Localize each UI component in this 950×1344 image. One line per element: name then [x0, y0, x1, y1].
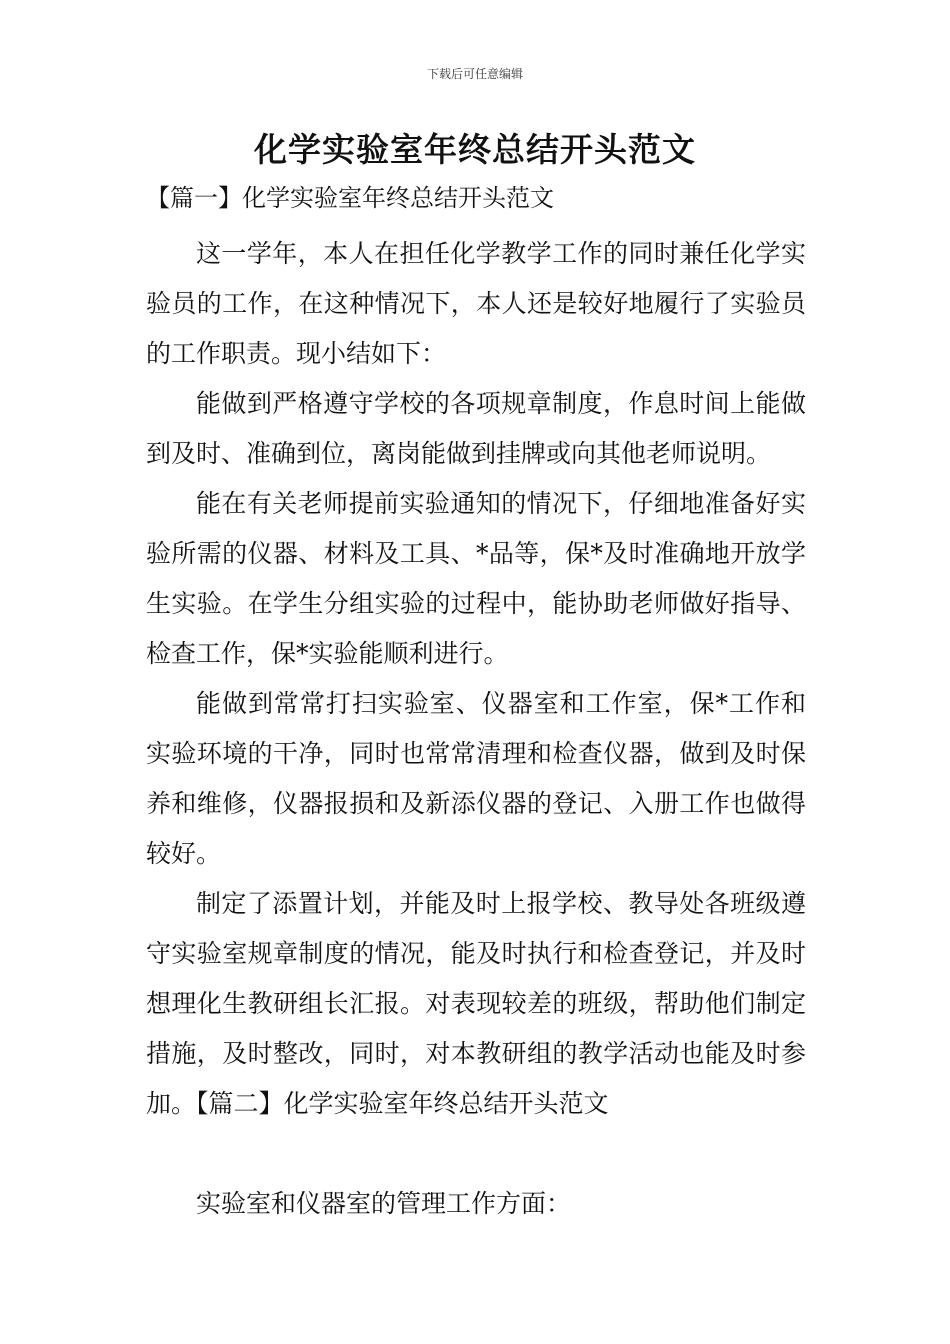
paragraph-preparation: 能在有关老师提前实验通知的情况下，仔细地准备好实验所需的仪器、材料及工具、*品等，保*及时准确地开放学生实验。在学生分组实验的过程中，能协助老师做好指导、检查工作，保*实验能顺利进行。 — [146, 489, 806, 668]
paragraph-management: 实验室和仪器室的管理工作方面： — [196, 1189, 572, 1218]
paragraph-intro: 这一学年，本人在担任化学教学工作的同时兼任化学实验员的工作，在这种情况下，本人还是较好地履行了实验员的工作职责。现小结如下： — [146, 239, 806, 368]
paragraph-planning: 制定了添置计划，并能及时上报学校、教导处各班级遵守实验室规章制度的情况，能及时执行和检查登记，并及时想理化生教研组长汇报。对表现较差的班级，帮助他们制定措施，及时整改，同时，对本教研组的教学活动也能及时参加。【篇二】化学实验室年终总结开头范文 — [146, 889, 806, 1118]
section-heading-1: 【篇一】化学实验室年终总结开头范文 — [146, 184, 554, 212]
paragraph-maintenance: 能做到常常打扫实验室、仪器室和工作室，保*工作和实验环境的干净，同时也常常清理和检查仪器，做到及时保养和维修，仪器报损和及新添仪器的登记、入册工作也做得较好。 — [146, 689, 806, 868]
document-body — [146, 229, 806, 1229]
header-note: 下载后可任意编辑 — [426, 67, 523, 81]
document-title: 化学实验室年终总结开头范文 — [254, 130, 696, 169]
paragraph-discipline: 能做到严格遵守学校的各项规章制度，作息时间上能做到及时、准确到位，离岗能做到挂牌或向其他老师说明。 — [146, 389, 806, 468]
